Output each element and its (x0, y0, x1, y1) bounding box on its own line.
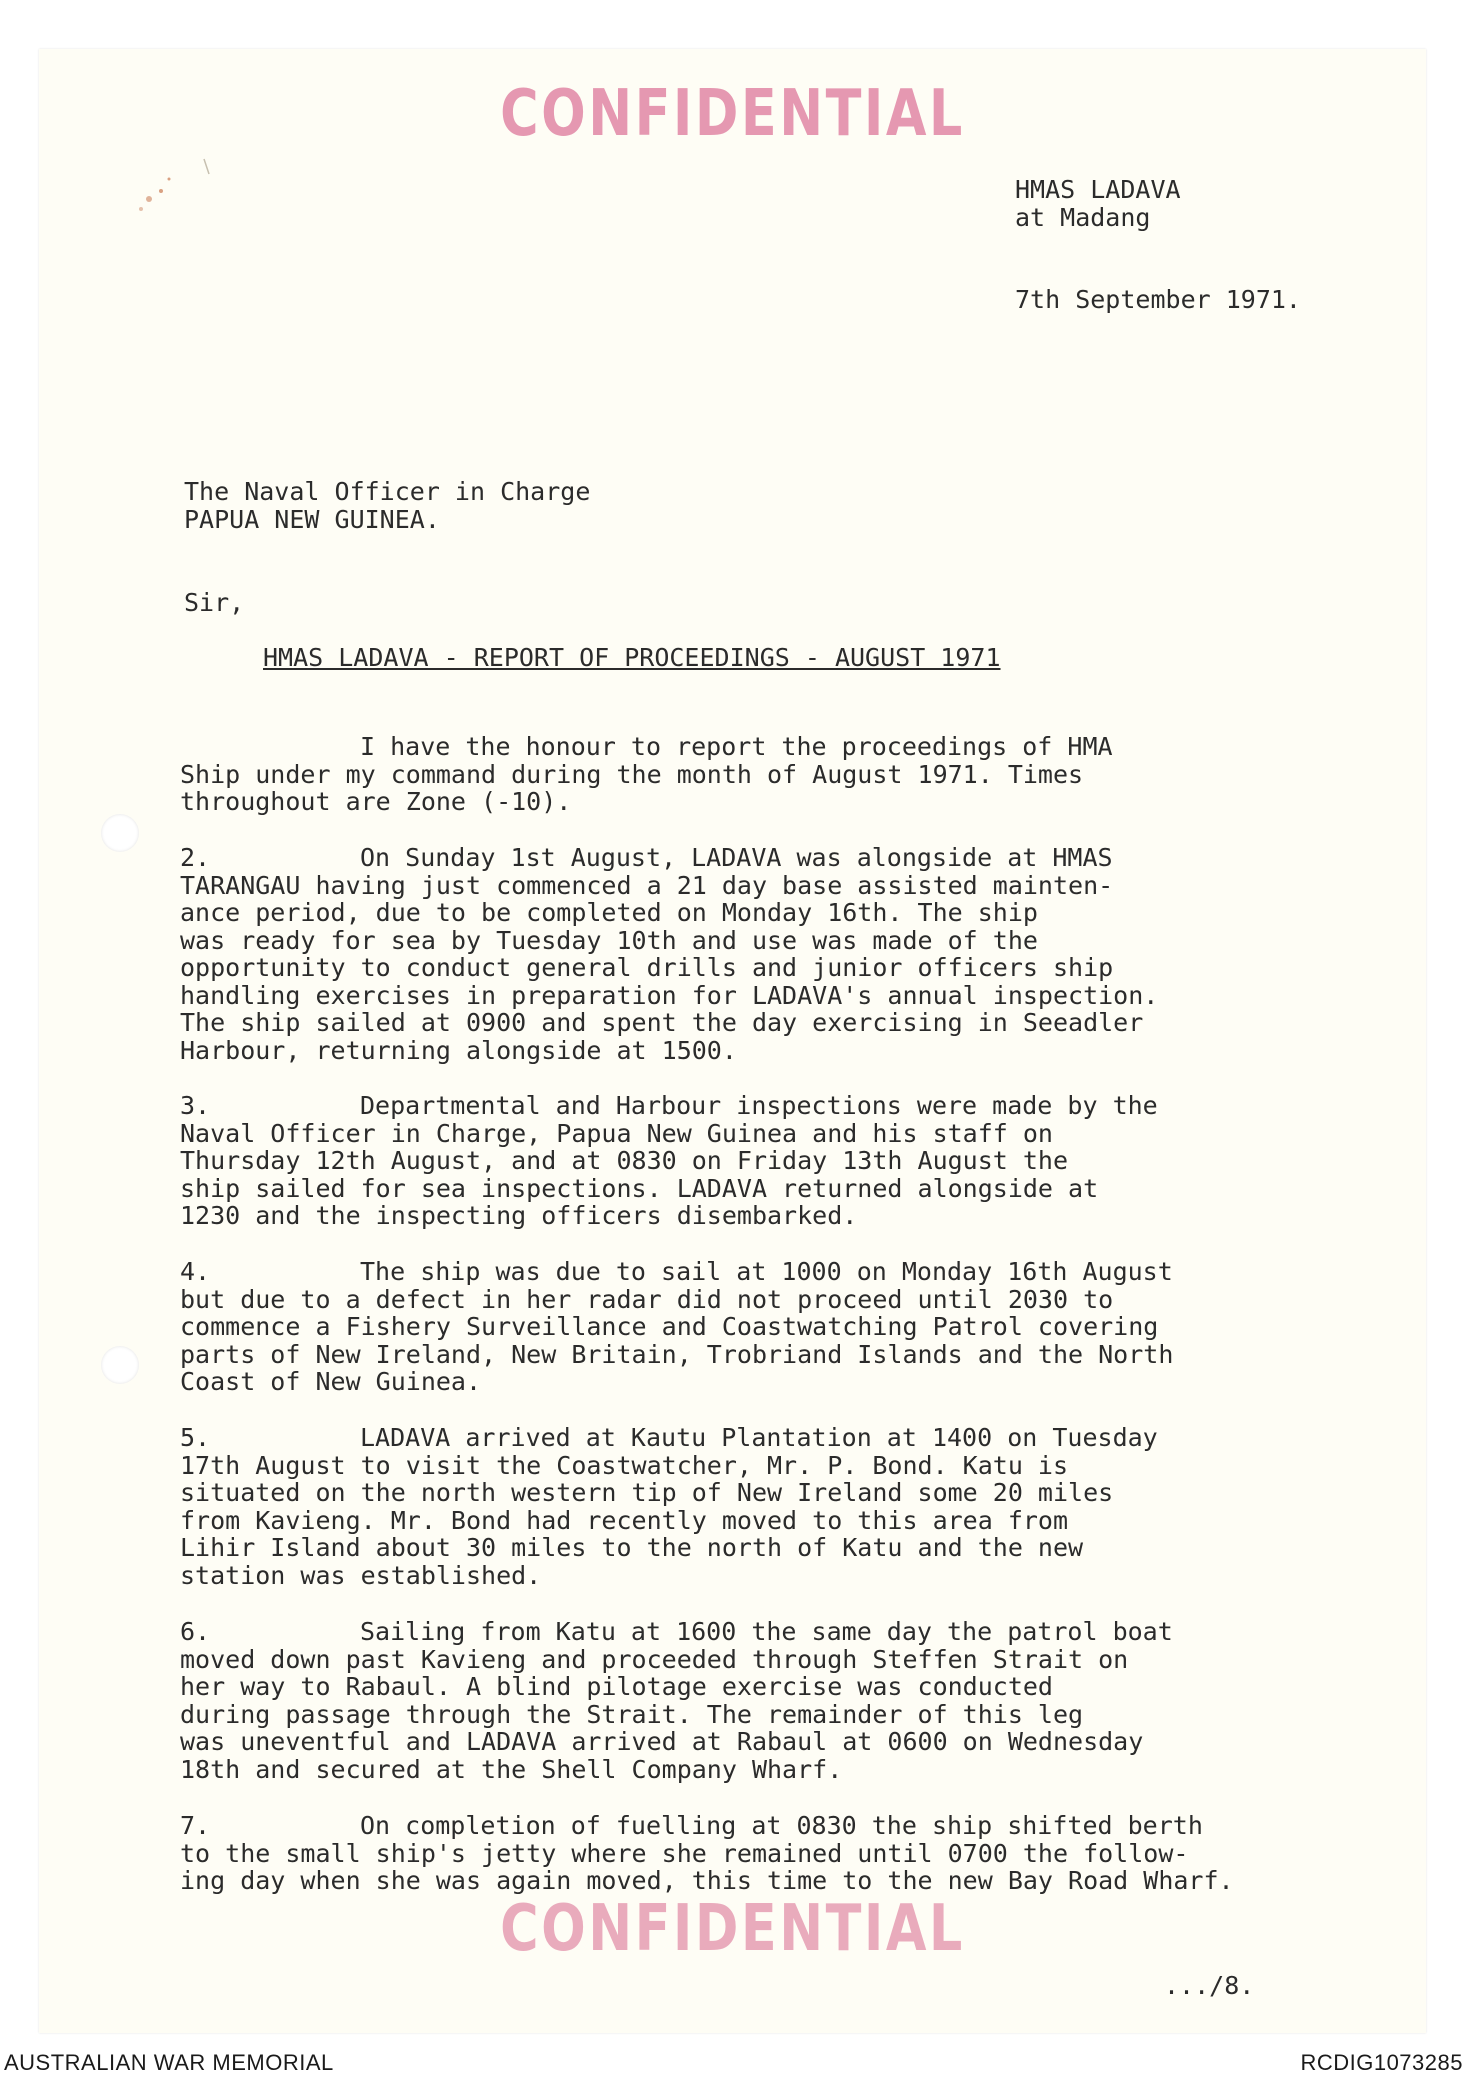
continuation-marker: .../8. (1164, 1971, 1255, 2000)
para-5 (180, 1424, 1320, 1589)
para-5-text: LADAVA arrived at Kautu Plantation at 1400 on Tuesday 17th August to visit the Coastwatcher, Mr. P. Bond. Katu is situated on the north western tip of New Ireland some 20 miles from Kavieng. Mr. Bond had recently moved to this area from Lihir Island about 30 miles to the north of Katu and the new station was established. (180, 1423, 1158, 1590)
para-1 (180, 733, 1320, 816)
footer-record-id: RCDIG1073285 (1300, 2050, 1463, 2075)
para-2-number: 2. (180, 843, 211, 872)
addressee-line1: The Naval Officer in Charge (184, 477, 591, 506)
para-4 (180, 1258, 1320, 1396)
para-3 (180, 1092, 1320, 1230)
header-location: at Madang (1015, 203, 1151, 232)
para-6-number: 6. (180, 1617, 211, 1646)
header-date: 7th September 1971. (1015, 285, 1301, 314)
para-6 (180, 1618, 1320, 1783)
para-4-number: 4. (180, 1257, 211, 1286)
para-2 (180, 844, 1320, 1064)
para-7-text: On completion of fuelling at 0830 the ship shifted berth to the small ship's jetty where she remained until 0700 the follow- ing day when she was again moved, this time to the new Bay Road Wharf. (180, 1811, 1234, 1895)
para-3-number: 3. (180, 1091, 211, 1120)
para-3-text: Departmental and Harbour inspections were made by the Naval Officer in Charge, Papua New Guinea and his staff on Thursday 12th August, and at 0830 on Friday 13th August the ship sailed for sea inspections. LADAVA returned alongside at 1230 and the inspecting officers disembarked. (180, 1091, 1158, 1230)
para-5-number: 5. (180, 1423, 211, 1452)
para-7-number: 7. (180, 1811, 211, 1840)
para-1-text: I have the honour to report the proceedings of HMA Ship under my command during the month of August 1971. Times throughout are Zone (-10). (180, 732, 1113, 816)
report-title: HMAS LADAVA - REPORT OF PROCEEDINGS - AUGUST 1971 (263, 643, 1001, 672)
punch-hole-upper (101, 814, 139, 852)
addressee-line2: PAPUA NEW GUINEA. (184, 505, 440, 534)
header-ship: HMAS LADAVA (1015, 175, 1181, 204)
ink-specks (119, 139, 239, 259)
para-4-text: The ship was due to sail at 1000 on Monday 16th August but due to a defect in her radar did not proceed until 2030 to commence a Fishery Surveillance and Coastwatching Patrol covering parts of New Ireland, New Britain, Trobriand Islands and the North Coast of New Guinea. (180, 1257, 1174, 1396)
para-7 (180, 1812, 1320, 1895)
para-2-text: On Sunday 1st August, LADAVA was alongside at HMAS TARANGAU having just commenced a 21 day base assisted mainten- ance period, due to be completed on Monday 16th. The ship was ready for sea by Tuesday 10th and use was made of the opportunity to conduct general drills and junior officers ship handling exercises in preparation for LADAVA's annual inspection. The ship sailed at 0900 and spent the day exercising in Seeadler Harbour, returning alongside at 1500. (180, 843, 1159, 1065)
confidential-stamp-bottom: CONFIDENTIAL (500, 1892, 965, 1966)
punch-hole-lower (101, 1346, 139, 1384)
document-page (39, 49, 1426, 2033)
para-6-text: Sailing from Katu at 1600 the same day the patrol boat moved down past Kavieng and proceeded through Steffen Strait on her way to Rabaul. A blind pilotage exercise was conducted during passage through the Strait. The remainder of this leg was uneventful and LADAVA arrived at Rabaul at 0600 on Wednesday 18th and secured at the Shell Company Wharf. (180, 1617, 1173, 1784)
footer-archive-name: AUSTRALIAN WAR MEMORIAL (4, 2050, 334, 2075)
salutation: Sir, (184, 588, 245, 617)
confidential-stamp-top: CONFIDENTIAL (500, 77, 965, 151)
